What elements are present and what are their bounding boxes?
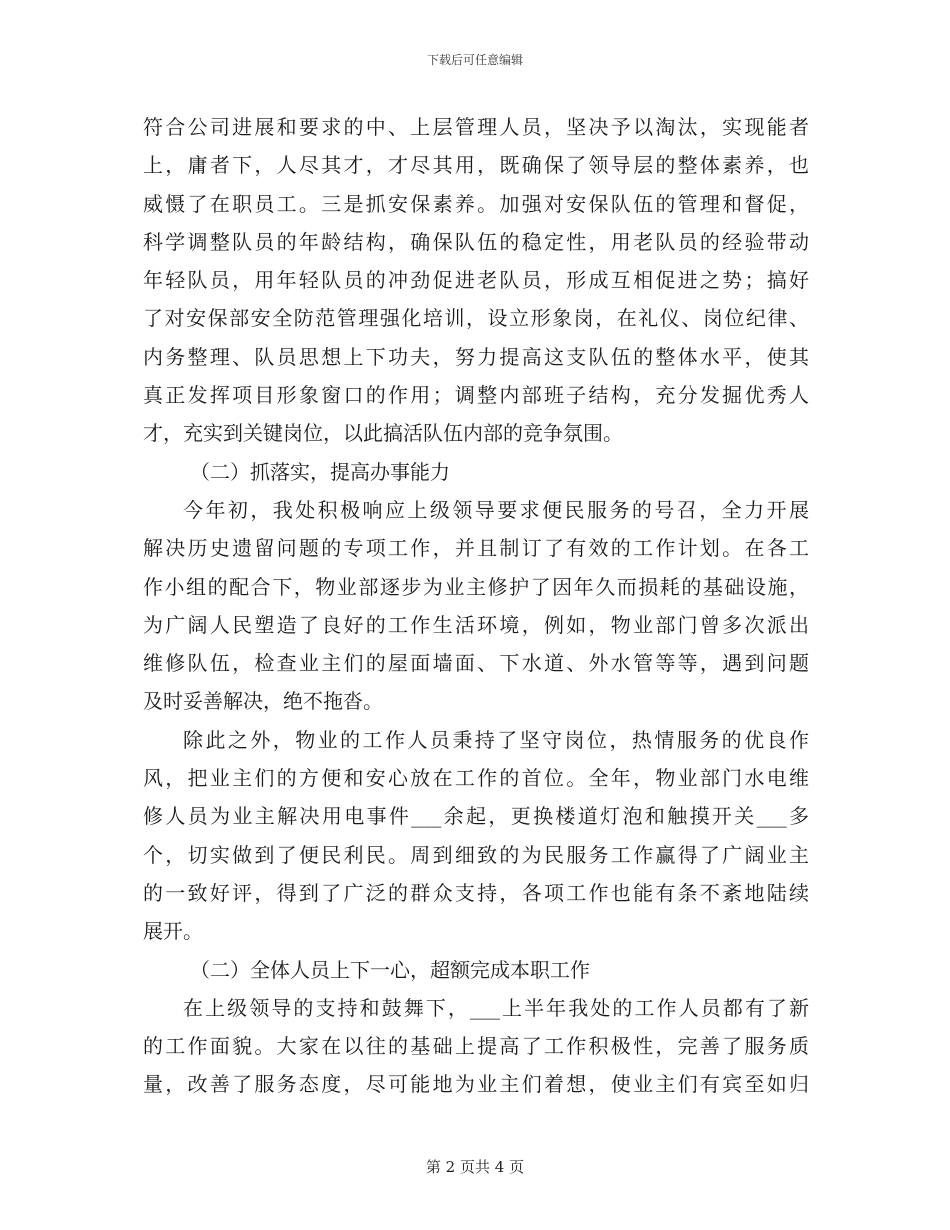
document-body (143, 108, 809, 1104)
text-line: 维修队伍，检查业主们的屋面墙面、下水道、外水管等等，遇到问题 (143, 651, 809, 676)
text-line: 今年初，我处积极响应上级领导要求便民服务的号召，全力开展 (183, 497, 809, 522)
text-line: 解决历史遗留问题的专项工作，并且制订了有效的工作计划。在各工 (143, 536, 809, 561)
section-heading: （二）抓落实，提高办事能力 (190, 459, 450, 484)
text-line: 为广阔人民塑造了良好的工作生活环境，例如，物业部门曾多次派出 (143, 612, 809, 637)
text-line: 在上级领导的支持和鼓舞下，___上半年我处的工作人员都有了新 (183, 995, 809, 1020)
page-number: 第 2 页共 4 页 (425, 1158, 525, 1176)
text-line: 威慑了在职员工。三是抓安保素养。加强对安保队伍的管理和督促， (143, 191, 809, 216)
text-line: 才，充实到关键岗位，以此搞活队伍内部的竞争氛围。 (143, 421, 623, 446)
text-line: 作小组的配合下，物业部逐步为业主修护了因年久而损耗的基础设施， (143, 574, 809, 599)
text-line: 除此之外，物业的工作人员秉持了坚守岗位，热情服务的优良作 (183, 727, 809, 752)
text-line: 修人员为业主解决用电事件___余起，更换楼道灯泡和触摸开关___多 (143, 804, 809, 829)
text-line: 年轻队员，用年轻队员的冲劲促进老队员，形成互相促进之势；搞好 (143, 268, 809, 293)
text-line: 科学调整队员的年龄结构，确保队伍的稳定性，用老队员的经验带动 (143, 229, 809, 254)
text-line: 真正发挥项目形象窗口的作用；调整内部班子结构，充分发掘优秀人 (143, 383, 809, 408)
text-line: 内务整理、队员思想上下功夫，努力提高这支队伍的整体水平，使其 (143, 344, 809, 369)
text-line: 上，庸者下，人尽其才，才尽其用，既确保了领导层的整体素养，也 (143, 153, 809, 178)
text-line: 展开。 (143, 919, 203, 944)
text-line: 了对安保部安全防范管理强化培训，设立形象岗，在礼仪、岗位纪律、 (143, 306, 809, 331)
text-line: 及时妥善解决，绝不拖沓。 (143, 689, 383, 714)
text-line: 的一致好评，得到了广泛的群众支持，各项工作也能有条不紊地陆续 (143, 880, 809, 905)
section-heading: （二）全体人员上下一心，超额完成本职工作 (190, 957, 590, 982)
text-line: 个，切实做到了便民利民。周到细致的为民服务工作赢得了广阔业主 (143, 842, 809, 867)
text-line: 符合公司进展和要求的中、上层管理人员，坚决予以淘汰，实现能者 (143, 115, 809, 139)
text-line: 风，把业主们的方便和安心放在工作的首位。全年，物业部门水电维 (143, 766, 809, 791)
text-line: 的工作面貌。大家在以往的基础上提高了工作积极性，完善了服务质 (143, 1034, 809, 1059)
page-header: 下载后可任意编辑 (426, 53, 523, 67)
text-line: 量，改善了服务态度，尽可能地为业主们着想，使业主们有宾至如归 (143, 1072, 809, 1097)
